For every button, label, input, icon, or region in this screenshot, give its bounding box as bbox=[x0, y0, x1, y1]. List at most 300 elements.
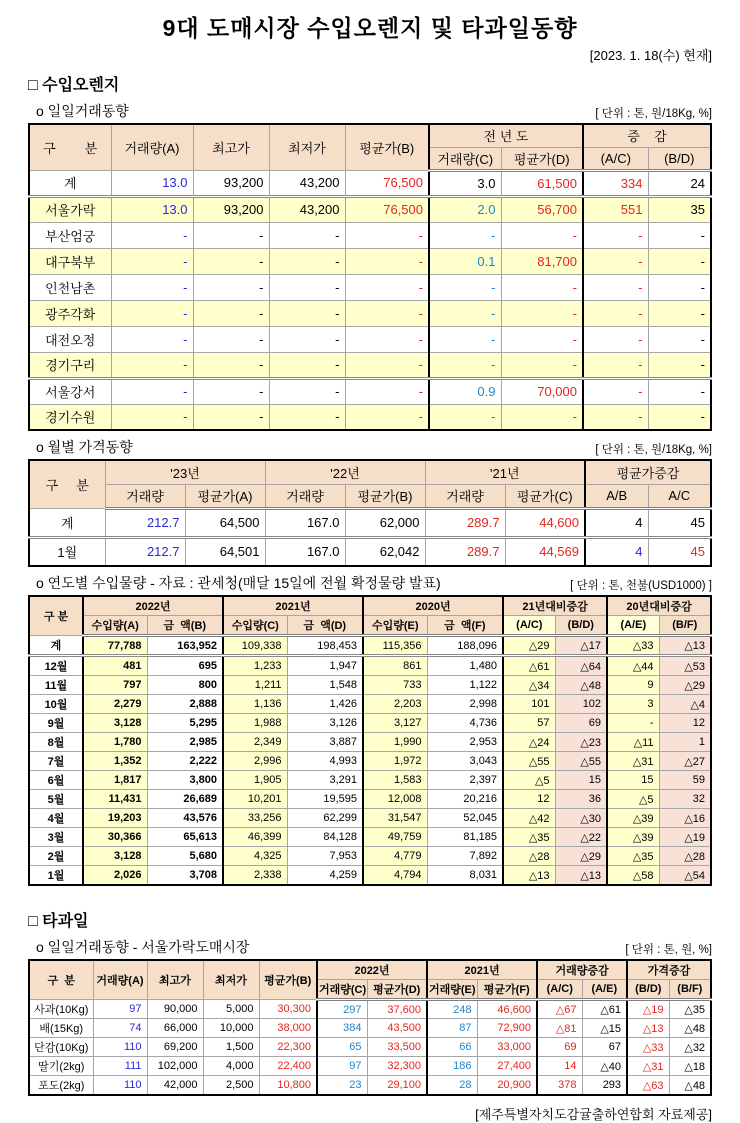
cell: 1,990 bbox=[363, 733, 427, 752]
cell: 57 bbox=[503, 714, 555, 733]
cell: 74 bbox=[93, 1019, 147, 1038]
cell: - bbox=[269, 300, 345, 326]
cell: 13.0 bbox=[111, 170, 193, 196]
cell: 7월 bbox=[29, 752, 83, 771]
cell: 102,000 bbox=[147, 1057, 203, 1076]
cell: 2,996 bbox=[223, 752, 287, 771]
cell: 경기구리 bbox=[29, 352, 111, 378]
cell: △39 bbox=[607, 828, 659, 847]
cell: 90,000 bbox=[147, 1000, 203, 1019]
cell: 72,900 bbox=[477, 1019, 537, 1038]
header-cell: 거래량(C) bbox=[429, 147, 501, 170]
cell: - bbox=[429, 326, 501, 352]
cell: 67 bbox=[582, 1038, 627, 1057]
cell: - bbox=[583, 378, 648, 404]
cell: 167.0 bbox=[265, 537, 345, 566]
cell: - bbox=[111, 248, 193, 274]
cell: 188,096 bbox=[427, 636, 503, 656]
header-cell: '21년 bbox=[425, 460, 585, 484]
cell: - bbox=[429, 404, 501, 430]
cell: 44,569 bbox=[505, 537, 585, 566]
header-cell: 거래량 bbox=[105, 484, 185, 508]
cell: △15 bbox=[582, 1019, 627, 1038]
cell: 3,708 bbox=[147, 866, 223, 886]
cell: 1,233 bbox=[223, 656, 287, 676]
cell: 163,952 bbox=[147, 636, 223, 656]
cell: - bbox=[269, 248, 345, 274]
cell: 56,700 bbox=[501, 196, 583, 222]
header-cell: (A/E) bbox=[582, 980, 627, 1000]
cell: 43,200 bbox=[269, 170, 345, 196]
cell: 2,985 bbox=[147, 733, 223, 752]
cell: - bbox=[193, 378, 269, 404]
cell: 4,794 bbox=[363, 866, 427, 886]
cell: 2,026 bbox=[83, 866, 147, 886]
cell: 77,788 bbox=[83, 636, 147, 656]
cell: △31 bbox=[627, 1057, 669, 1076]
cell: △34 bbox=[503, 676, 555, 695]
cell: 2,397 bbox=[427, 771, 503, 790]
cell: 46,600 bbox=[477, 1000, 537, 1019]
header-cell: A/C bbox=[648, 484, 711, 508]
cell: △16 bbox=[659, 809, 711, 828]
cell: 3 bbox=[607, 695, 659, 714]
cell: 7,953 bbox=[287, 847, 363, 866]
cell: 3,127 bbox=[363, 714, 427, 733]
cell: △64 bbox=[555, 656, 607, 676]
cell: 69 bbox=[537, 1038, 582, 1057]
cell: - bbox=[648, 300, 711, 326]
cell: 2,222 bbox=[147, 752, 223, 771]
cell: 3,128 bbox=[83, 847, 147, 866]
cell: - bbox=[648, 274, 711, 300]
cell: 293 bbox=[582, 1076, 627, 1096]
cell: 65 bbox=[317, 1038, 367, 1057]
cell: △18 bbox=[669, 1057, 711, 1076]
header-cell: (B/F) bbox=[669, 980, 711, 1000]
header-cell: (A/C) bbox=[503, 616, 555, 636]
header-cell: 수입량(E) bbox=[363, 616, 427, 636]
cell: 65,613 bbox=[147, 828, 223, 847]
cell: 0.9 bbox=[429, 378, 501, 404]
cell: - bbox=[583, 326, 648, 352]
header-cell: 거래량(A) bbox=[93, 960, 147, 1000]
cell: △48 bbox=[669, 1019, 711, 1038]
cell: - bbox=[111, 300, 193, 326]
cell: 4,325 bbox=[223, 847, 287, 866]
header-cell: 수입량(A) bbox=[83, 616, 147, 636]
header-cell: 2022년 bbox=[83, 596, 223, 616]
header-cell: (A/C) bbox=[583, 147, 648, 170]
cell: △19 bbox=[659, 828, 711, 847]
cell: - bbox=[501, 404, 583, 430]
header-cell: 구 분 bbox=[29, 460, 105, 508]
cell: - bbox=[648, 222, 711, 248]
cell: 84,128 bbox=[287, 828, 363, 847]
cell: 212.7 bbox=[105, 537, 185, 566]
cell: 20,900 bbox=[477, 1076, 537, 1096]
cell: 378 bbox=[537, 1076, 582, 1096]
cell: 66,000 bbox=[147, 1019, 203, 1038]
yearly-import-table bbox=[28, 595, 712, 886]
cell: 62,042 bbox=[345, 537, 425, 566]
cell: - bbox=[111, 222, 193, 248]
cell: 38,000 bbox=[259, 1019, 317, 1038]
cell: △13 bbox=[627, 1019, 669, 1038]
cell: 62,000 bbox=[345, 508, 425, 537]
cell: 66 bbox=[427, 1038, 477, 1057]
cell: 1,136 bbox=[223, 695, 287, 714]
cell: - bbox=[345, 222, 429, 248]
header-cell: 구 분 bbox=[29, 596, 83, 636]
cell: 14 bbox=[537, 1057, 582, 1076]
date-note: [2023. 1. 18(수) 현재] bbox=[589, 48, 712, 63]
header-cell: 수입량(C) bbox=[223, 616, 287, 636]
cell: △35 bbox=[607, 847, 659, 866]
cell: - bbox=[607, 714, 659, 733]
cell: △13 bbox=[503, 866, 555, 886]
cell: 49,759 bbox=[363, 828, 427, 847]
cell: - bbox=[429, 274, 501, 300]
cell: 110 bbox=[93, 1038, 147, 1057]
cell: 97 bbox=[317, 1057, 367, 1076]
cell: 1,583 bbox=[363, 771, 427, 790]
cell: 26,689 bbox=[147, 790, 223, 809]
cell: - bbox=[501, 352, 583, 378]
cell: - bbox=[111, 404, 193, 430]
cell: 19,595 bbox=[287, 790, 363, 809]
header-cell: (B/D) bbox=[555, 616, 607, 636]
cell: 198,453 bbox=[287, 636, 363, 656]
cell: △11 bbox=[607, 733, 659, 752]
cell: 1,211 bbox=[223, 676, 287, 695]
header-cell: 평균가(C) bbox=[505, 484, 585, 508]
cell: 서울강서 bbox=[29, 378, 111, 404]
cell: 64,500 bbox=[185, 508, 265, 537]
cell: 계 bbox=[29, 508, 105, 537]
cell: △29 bbox=[503, 636, 555, 656]
cell: 2,888 bbox=[147, 695, 223, 714]
cell: - bbox=[193, 248, 269, 274]
cell: 27,400 bbox=[477, 1057, 537, 1076]
cell: 4 bbox=[585, 537, 648, 566]
cell: - bbox=[583, 404, 648, 430]
cell: 45 bbox=[648, 537, 711, 566]
header-cell: 구 분 bbox=[29, 124, 111, 170]
header-cell: 21년대비증감 bbox=[503, 596, 607, 616]
cell: 10,800 bbox=[259, 1076, 317, 1096]
header-cell: 2022년 bbox=[317, 960, 427, 980]
cell: - bbox=[269, 352, 345, 378]
header-cell: 평균가(B) bbox=[345, 484, 425, 508]
fruit-table-unit: [ 단위 : 톤, 원, %] bbox=[625, 944, 712, 956]
cell: 2,349 bbox=[223, 733, 287, 752]
cell: 8,031 bbox=[427, 866, 503, 886]
header-cell: 최저가 bbox=[203, 960, 259, 1000]
cell: 69 bbox=[555, 714, 607, 733]
cell: 4,259 bbox=[287, 866, 363, 886]
cell: △28 bbox=[659, 847, 711, 866]
cell: 19,203 bbox=[83, 809, 147, 828]
cell: 28 bbox=[427, 1076, 477, 1096]
cell: 59 bbox=[659, 771, 711, 790]
cell: 12,008 bbox=[363, 790, 427, 809]
cell: 경기수원 bbox=[29, 404, 111, 430]
cell: 5월 bbox=[29, 790, 83, 809]
cell: 334 bbox=[583, 170, 648, 196]
cell: 30,366 bbox=[83, 828, 147, 847]
cell: 8월 bbox=[29, 733, 83, 752]
cell: 115,356 bbox=[363, 636, 427, 656]
cell: 101 bbox=[503, 695, 555, 714]
cell: 1,817 bbox=[83, 771, 147, 790]
cell: 딸기(2kg) bbox=[29, 1057, 93, 1076]
cell: 35 bbox=[648, 196, 711, 222]
header-cell: 2020년 bbox=[363, 596, 503, 616]
cell: - bbox=[345, 300, 429, 326]
cell: △5 bbox=[607, 790, 659, 809]
cell: 733 bbox=[363, 676, 427, 695]
cell: △32 bbox=[669, 1038, 711, 1057]
cell: 광주각화 bbox=[29, 300, 111, 326]
cell: 3,291 bbox=[287, 771, 363, 790]
header-cell: 평균가(A) bbox=[185, 484, 265, 508]
cell: △33 bbox=[607, 636, 659, 656]
cell: 10,000 bbox=[203, 1019, 259, 1038]
cell: △28 bbox=[503, 847, 555, 866]
cell: - bbox=[501, 222, 583, 248]
header-cell: '23년 bbox=[105, 460, 265, 484]
monthly-table-unit: [ 단위 : 톤, 원/18Kg, %] bbox=[595, 444, 712, 456]
cell: △13 bbox=[555, 866, 607, 886]
cell: - bbox=[193, 326, 269, 352]
fruit-table-caption-row bbox=[28, 937, 712, 957]
cell: 2,953 bbox=[427, 733, 503, 752]
cell: - bbox=[501, 326, 583, 352]
cell: 2,338 bbox=[223, 866, 287, 886]
cell: - bbox=[345, 378, 429, 404]
header-cell: 평균가(F) bbox=[477, 980, 537, 1000]
cell: 52,045 bbox=[427, 809, 503, 828]
cell: 9 bbox=[607, 676, 659, 695]
cell: 70,000 bbox=[501, 378, 583, 404]
cell: 10,201 bbox=[223, 790, 287, 809]
cell: 1,947 bbox=[287, 656, 363, 676]
cell: - bbox=[648, 378, 711, 404]
cell: 22,300 bbox=[259, 1038, 317, 1057]
cell: △48 bbox=[669, 1076, 711, 1096]
header-cell: (A/C) bbox=[537, 980, 582, 1000]
cell: 32 bbox=[659, 790, 711, 809]
cell: 32,300 bbox=[367, 1057, 427, 1076]
cell: △58 bbox=[607, 866, 659, 886]
monthly-price-table bbox=[28, 459, 712, 567]
cell: - bbox=[193, 222, 269, 248]
cell: 1,122 bbox=[427, 676, 503, 695]
section-heading-other-fruit: □ 타과일 bbox=[28, 913, 89, 930]
header-cell: 평균가증감 bbox=[585, 460, 711, 484]
fruit-daily-table bbox=[28, 959, 712, 1096]
cell: 12 bbox=[503, 790, 555, 809]
cell: 9월 bbox=[29, 714, 83, 733]
header-cell: (B/D) bbox=[648, 147, 711, 170]
cell: 37,600 bbox=[367, 1000, 427, 1019]
cell: 1,780 bbox=[83, 733, 147, 752]
cell: 62,299 bbox=[287, 809, 363, 828]
data-source-note: [제주특별자치도감귤출하연합회 자료제공] bbox=[475, 1107, 712, 1122]
header-cell: 최고가 bbox=[193, 124, 269, 170]
cell: 15 bbox=[555, 771, 607, 790]
cell: - bbox=[583, 274, 648, 300]
cell: 44,600 bbox=[505, 508, 585, 537]
header-cell: 최저가 bbox=[269, 124, 345, 170]
cell: 110 bbox=[93, 1076, 147, 1096]
header-cell: 가격증감 bbox=[627, 960, 711, 980]
cell: - bbox=[501, 274, 583, 300]
cell: - bbox=[193, 404, 269, 430]
cell: △5 bbox=[503, 771, 555, 790]
header-cell: 거래량(C) bbox=[317, 980, 367, 1000]
cell: 2월 bbox=[29, 847, 83, 866]
cell: - bbox=[583, 300, 648, 326]
cell: △81 bbox=[537, 1019, 582, 1038]
header-cell: 거래량증감 bbox=[537, 960, 627, 980]
header-cell: 2021년 bbox=[223, 596, 363, 616]
cell: 13.0 bbox=[111, 196, 193, 222]
cell: 1,972 bbox=[363, 752, 427, 771]
cell: 111 bbox=[93, 1057, 147, 1076]
cell: 64,501 bbox=[185, 537, 265, 566]
cell: 대구북부 bbox=[29, 248, 111, 274]
cell: 1,480 bbox=[427, 656, 503, 676]
cell: 97 bbox=[93, 1000, 147, 1019]
cell: 695 bbox=[147, 656, 223, 676]
cell: △35 bbox=[669, 1000, 711, 1019]
cell: 3,128 bbox=[83, 714, 147, 733]
cell: 81,700 bbox=[501, 248, 583, 274]
cell: 212.7 bbox=[105, 508, 185, 537]
cell: 3,126 bbox=[287, 714, 363, 733]
header-cell: 평균가(B) bbox=[259, 960, 317, 1000]
cell: 1,988 bbox=[223, 714, 287, 733]
cell: - bbox=[345, 274, 429, 300]
cell: 2.0 bbox=[429, 196, 501, 222]
header-cell: (B/D) bbox=[627, 980, 669, 1000]
cell: 102 bbox=[555, 695, 607, 714]
cell: - bbox=[111, 326, 193, 352]
header-cell: (B/F) bbox=[659, 616, 711, 636]
cell: 31,547 bbox=[363, 809, 427, 828]
cell: 4,736 bbox=[427, 714, 503, 733]
cell: 15 bbox=[607, 771, 659, 790]
cell: - bbox=[648, 352, 711, 378]
cell: △31 bbox=[607, 752, 659, 771]
cell: - bbox=[193, 300, 269, 326]
header-cell: 20년대비증감 bbox=[607, 596, 711, 616]
section-heading-imported-orange: □ 수입오렌지 bbox=[28, 77, 120, 94]
cell: 11월 bbox=[29, 676, 83, 695]
cell: 2,279 bbox=[83, 695, 147, 714]
cell: 61,500 bbox=[501, 170, 583, 196]
header-cell: (A/E) bbox=[607, 616, 659, 636]
cell: 4,000 bbox=[203, 1057, 259, 1076]
cell: 부산엄궁 bbox=[29, 222, 111, 248]
cell: △63 bbox=[627, 1076, 669, 1096]
cell: 4월 bbox=[29, 809, 83, 828]
cell: - bbox=[269, 222, 345, 248]
cell: △17 bbox=[555, 636, 607, 656]
cell: - bbox=[345, 248, 429, 274]
cell: △30 bbox=[555, 809, 607, 828]
cell: 0.1 bbox=[429, 248, 501, 274]
header-cell: 금 액(B) bbox=[147, 616, 223, 636]
cell: △35 bbox=[503, 828, 555, 847]
cell: - bbox=[583, 248, 648, 274]
cell: △61 bbox=[503, 656, 555, 676]
cell: △40 bbox=[582, 1057, 627, 1076]
cell: △42 bbox=[503, 809, 555, 828]
cell: △67 bbox=[537, 1000, 582, 1019]
cell: - bbox=[501, 300, 583, 326]
cell: 93,200 bbox=[193, 170, 269, 196]
cell: 계 bbox=[29, 170, 111, 196]
cell: 800 bbox=[147, 676, 223, 695]
cell: - bbox=[429, 352, 501, 378]
cell: 43,200 bbox=[269, 196, 345, 222]
cell: 42,000 bbox=[147, 1076, 203, 1096]
cell: 서울가락 bbox=[29, 196, 111, 222]
cell: 1 bbox=[659, 733, 711, 752]
cell: 551 bbox=[583, 196, 648, 222]
cell: - bbox=[269, 378, 345, 404]
header-cell: 금 액(D) bbox=[287, 616, 363, 636]
cell: 289.7 bbox=[425, 508, 505, 537]
cell: - bbox=[193, 274, 269, 300]
cell: - bbox=[648, 326, 711, 352]
cell: - bbox=[345, 326, 429, 352]
monthly-table-caption-row bbox=[28, 437, 712, 457]
cell: △44 bbox=[607, 656, 659, 676]
cell: 36 bbox=[555, 790, 607, 809]
cell: 43,500 bbox=[367, 1019, 427, 1038]
cell: 797 bbox=[83, 676, 147, 695]
header-cell: 전 년 도 bbox=[429, 124, 583, 147]
cell: - bbox=[193, 352, 269, 378]
yearly-table-unit: [ 단위 : 톤, 천불(USD1000) ] bbox=[570, 580, 712, 592]
cell: 5,295 bbox=[147, 714, 223, 733]
cell: 22,400 bbox=[259, 1057, 317, 1076]
cell: 배(15Kg) bbox=[29, 1019, 93, 1038]
header-cell: 거래량(A) bbox=[111, 124, 193, 170]
cell: △23 bbox=[555, 733, 607, 752]
header-cell: 평균가(D) bbox=[501, 147, 583, 170]
header-cell: 평균가(D) bbox=[367, 980, 427, 1000]
cell: △29 bbox=[659, 676, 711, 695]
cell: △54 bbox=[659, 866, 711, 886]
cell: 76,500 bbox=[345, 196, 429, 222]
cell: 30,300 bbox=[259, 1000, 317, 1019]
cell: 29,100 bbox=[367, 1076, 427, 1096]
cell: △4 bbox=[659, 695, 711, 714]
cell: 186 bbox=[427, 1057, 477, 1076]
cell: 1,905 bbox=[223, 771, 287, 790]
daily-table-unit: [ 단위 : 톤, 원/18Kg, %] bbox=[595, 108, 712, 120]
cell: 12 bbox=[659, 714, 711, 733]
cell: 포도(2kg) bbox=[29, 1076, 93, 1096]
header-cell: 금 액(F) bbox=[427, 616, 503, 636]
cell: 3.0 bbox=[429, 170, 501, 196]
cell: 24 bbox=[648, 170, 711, 196]
